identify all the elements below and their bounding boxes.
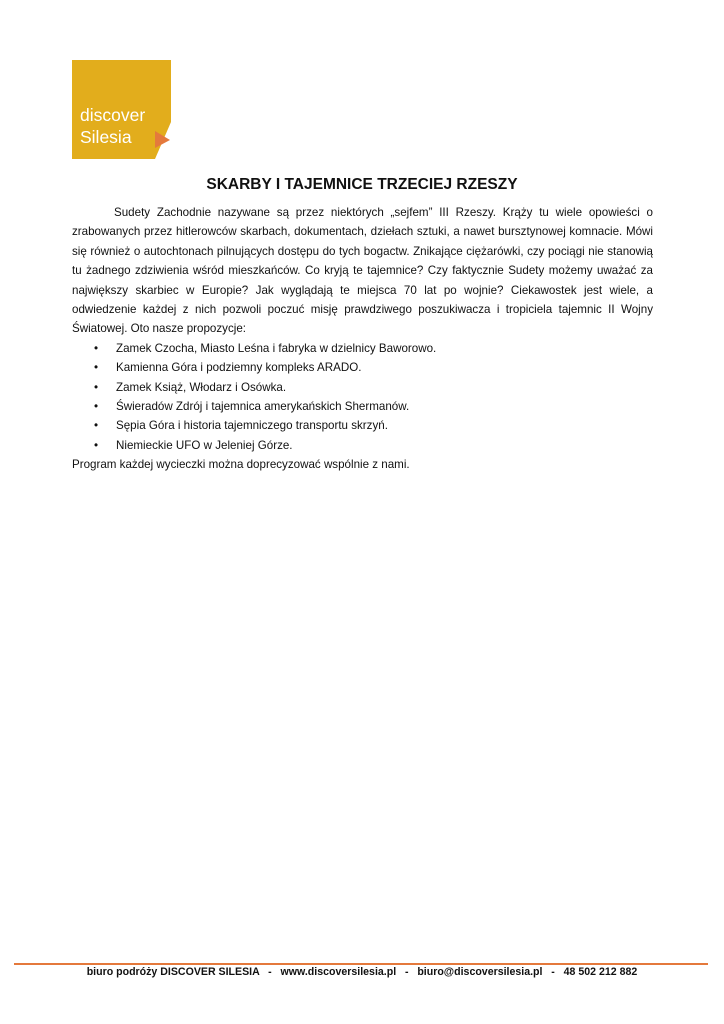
proposal-list [72, 339, 653, 455]
list-item [72, 416, 653, 435]
bullet-icon: • [94, 419, 99, 433]
list-item [72, 358, 653, 377]
bullet-icon: • [94, 341, 99, 355]
logo-line2: Silesia [80, 127, 132, 147]
discover-silesia-logo [72, 60, 171, 159]
footer-divider [14, 963, 708, 965]
list-item [72, 436, 653, 455]
footer-contact: biuro podróży DISCOVER SILESIA - www.discoversilesia.pl - biuro@discoversilesia.pl - 48 502 212 882 [86, 966, 638, 978]
list-item [72, 397, 653, 416]
logo-line1: discover [80, 105, 146, 125]
list-item-text: Zamek Czocha, Miasto Leśna i fabryka w dzielnicy Baworowo. [116, 341, 437, 355]
bullet-icon: • [94, 361, 99, 375]
list-item-text: Niemieckie UFO w Jeleniej Górze. [116, 438, 293, 452]
bullet-icon: • [94, 380, 99, 394]
page-title: SKARBY I TAJEMNICE TRZECIEJ RZESZY [206, 176, 518, 193]
list-item-text: Kamienna Góra i podziemny kompleks ARADO. [116, 361, 362, 375]
list-item [72, 339, 653, 358]
list-item-text: Świeradów Zdrój i tajemnica amerykańskich Shermanów. [116, 400, 410, 414]
list-item-text: Zamek Książ, Włodarz i Osówka. [116, 380, 287, 394]
list-item-text: Sępia Góra i historia tajemniczego transportu skrzyń. [116, 419, 388, 433]
closing-paragraph: Program każdej wycieczki można doprecyzować wspólnie z nami. [72, 458, 410, 472]
list-item [72, 378, 653, 397]
bullet-icon: • [94, 438, 99, 452]
intro-paragraph: Sudety Zachodnie nazywane są przez niektórych „sejfem” III Rzeszy. Krąży tu wiele opowieści o zrabowanych przez hitlerowców skarbach, dokumentach, dziełach sztuki, a nawet bursztynowej komnacie. Mówi się również o autochtonach pilnujących dostępu do tych bogactw. Znikające ciężarówki, czy pociągi nie stanowią tu żadnego zdziwienia wśród mieszkańców. Co kryją te tajemnice? Czy faktycznie Sudety możemy uważać za największy skarbiec w Europie? Jak wyglądają te miejsca 70 lat po wojnie? Ciekawostek jest wiele, a odwiedzenie każdej z nich pozwoli poczuć misję prawdziwego poszukiwacza i tropiciela tajemnic II Wojny Światowej. Oto nasze propozycje: [72, 206, 653, 336]
document-body [72, 203, 653, 475]
bullet-icon: • [94, 400, 99, 414]
